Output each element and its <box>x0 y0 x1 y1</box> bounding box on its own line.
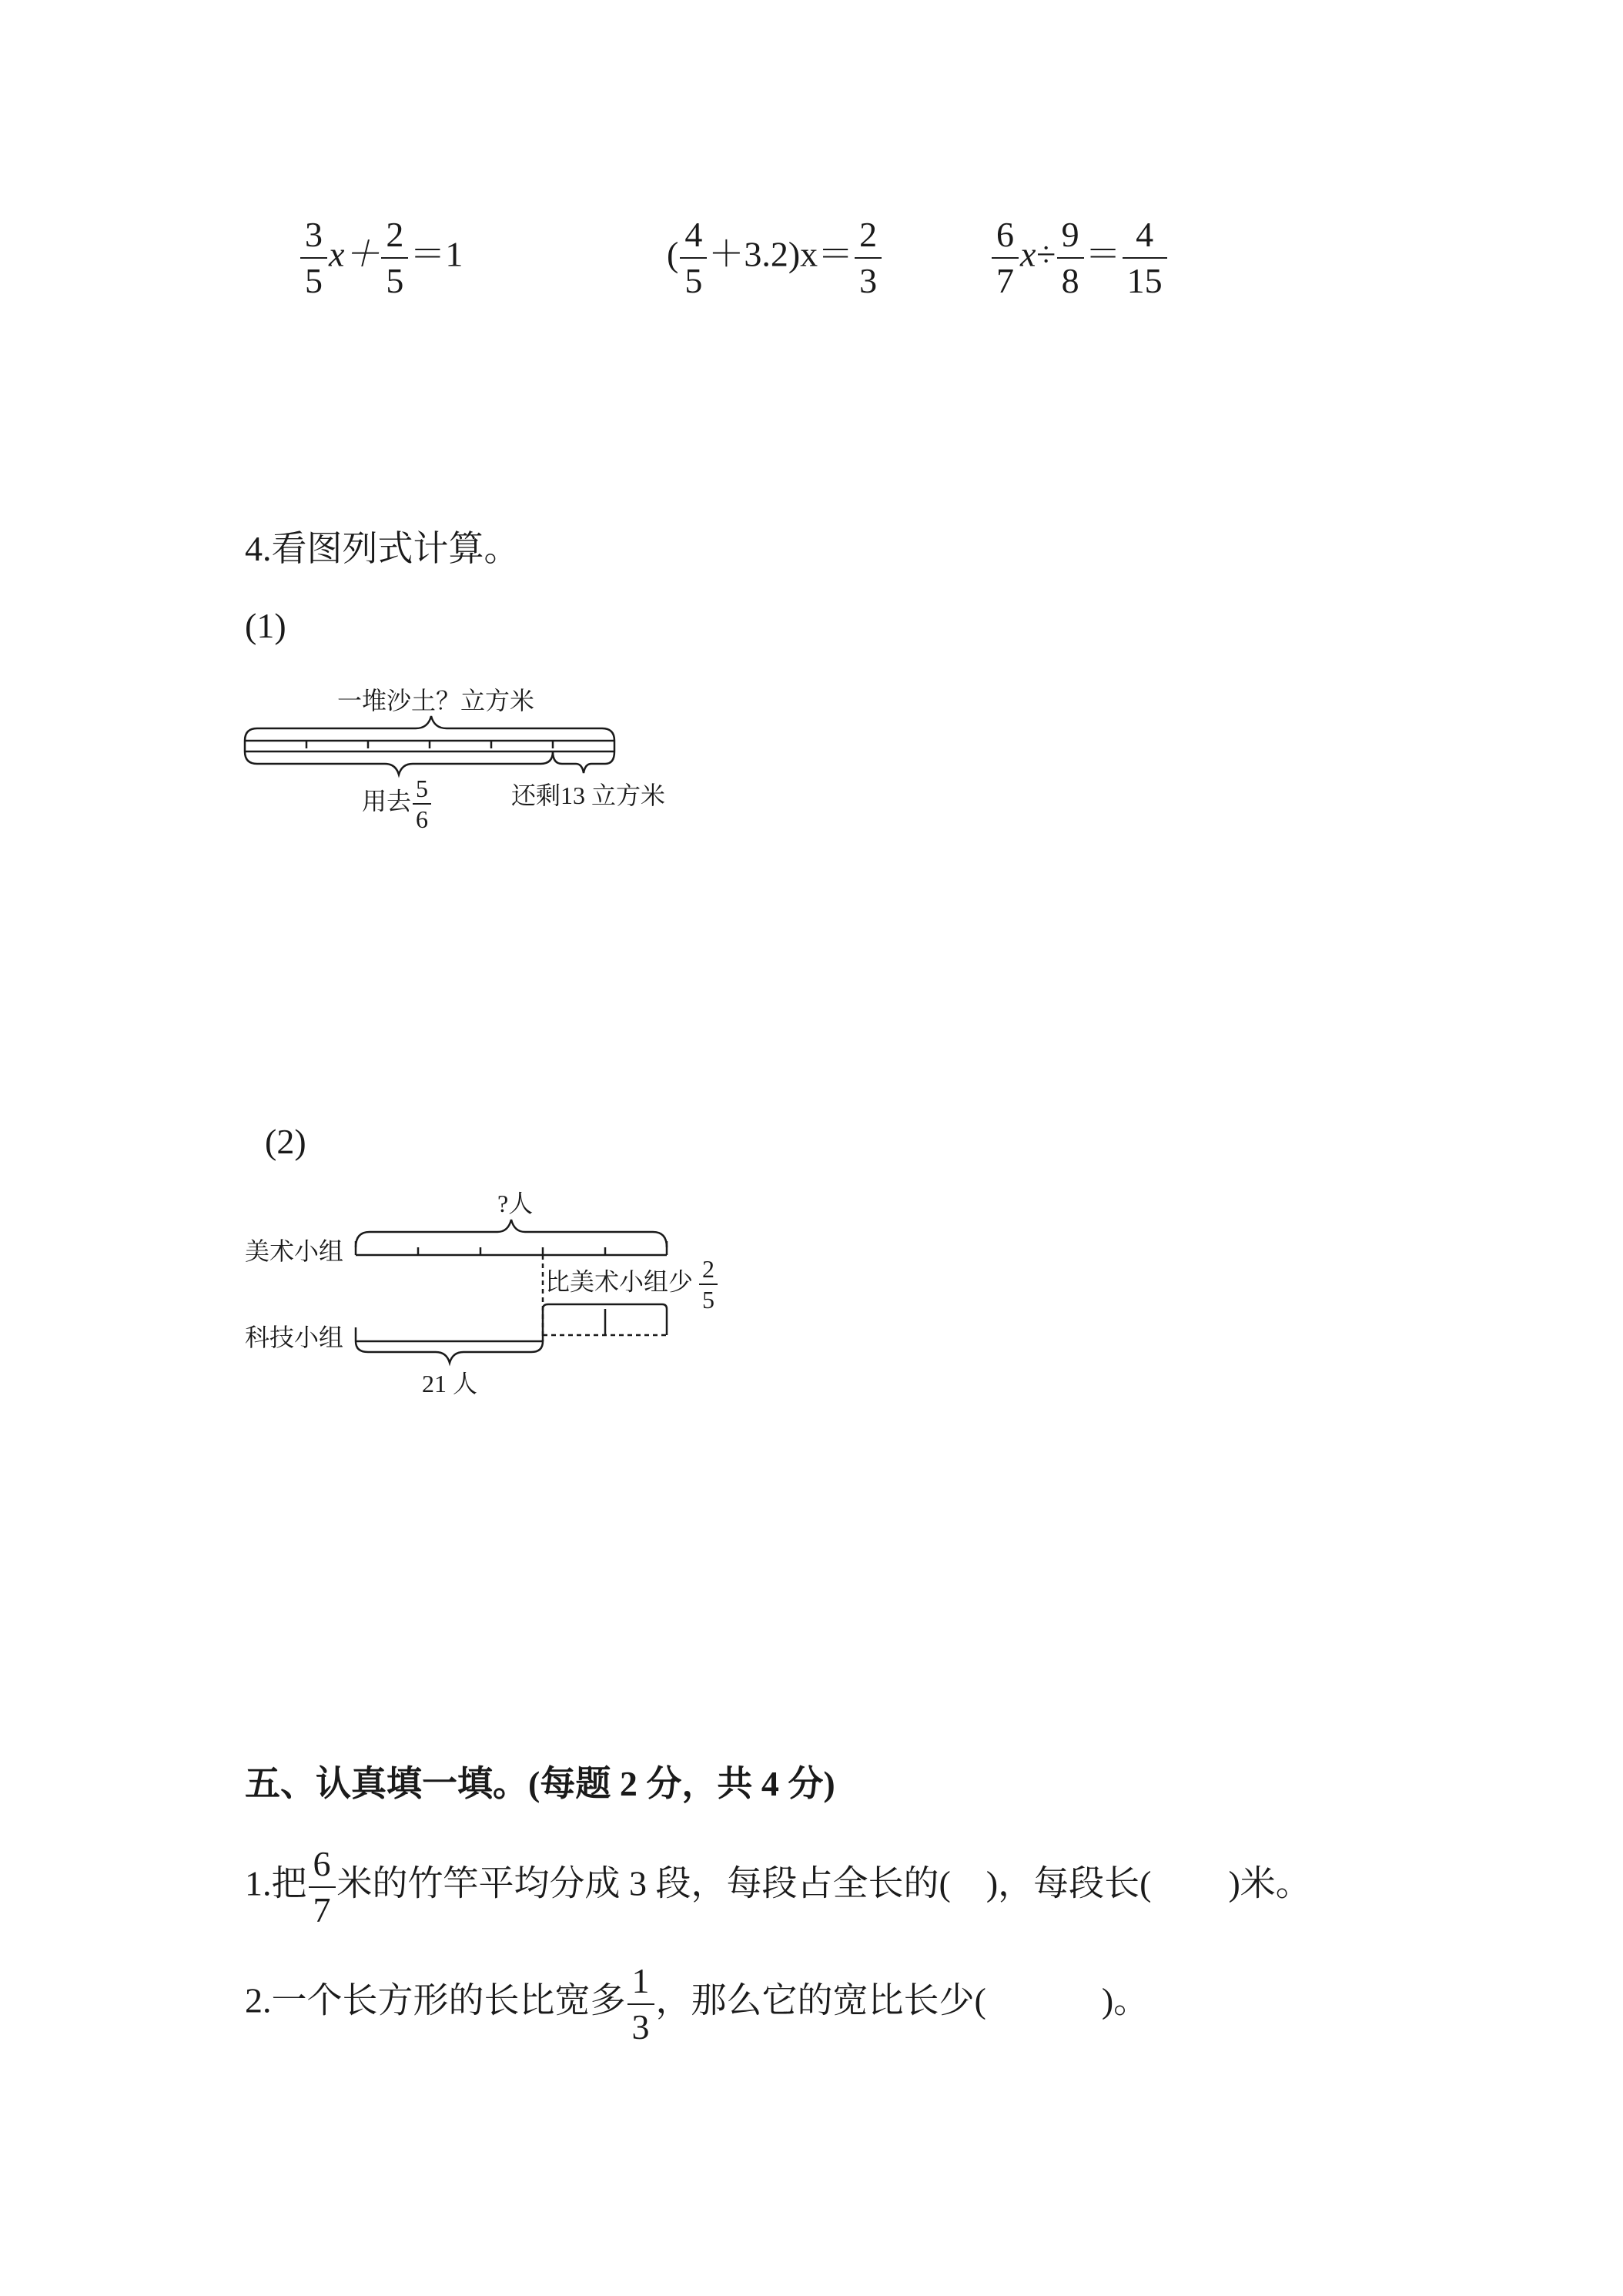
diagram2-top-brace <box>356 1220 667 1247</box>
fraction: $\frac{4}{15}$ <box>1123 217 1167 299</box>
equation-text: ＋3.2)x＝ <box>708 234 854 274</box>
fraction: $\frac{3}{5}$ <box>300 217 327 299</box>
diagram1-remain-label: 还剩13 立方米 <box>511 782 666 809</box>
fraction: $\frac{2}{3}$ <box>855 217 882 299</box>
fraction: $\frac{2}{5}$ <box>699 1257 718 1312</box>
part-2-label: (2) <box>265 1122 306 1161</box>
fraction: $\frac{9}{8}$ <box>1057 217 1084 299</box>
fraction: $\frac{1}{3}$ <box>627 1963 654 2045</box>
diagram2-top-label: ?人 <box>497 1190 534 1217</box>
part-1-label: (1) <box>245 606 286 645</box>
diagram2-bottom-brace <box>356 1341 543 1363</box>
diagram2-bottom-label: 21 人 <box>422 1370 478 1397</box>
fraction: $\frac{6}{7}$ <box>309 1846 336 1928</box>
diagram1-top-label: 一堆沙土？立方米 <box>337 687 535 715</box>
q1-prefix: 1.把 <box>245 1863 307 1903</box>
equation-text: x÷ <box>1020 234 1056 274</box>
equation-text: ＝1 <box>410 234 463 274</box>
diagram2-less-label <box>545 1257 719 1312</box>
diagram2-row1-label: 美术小组 <box>245 1237 344 1265</box>
q2-text: ，那么它的宽比长少( <box>655 1980 986 2020</box>
question-4-title: 4.看图列式计算。 <box>245 529 520 568</box>
section-5-title: 五、认真填一填。(每题 2 分，共 4 分) <box>245 1764 835 1803</box>
less-text: 比美术小组少 <box>545 1267 694 1296</box>
equation-text: ( <box>667 234 679 274</box>
equation-text: ＝ <box>1085 234 1121 274</box>
diagram2-row2-label: 科技小组 <box>245 1324 344 1351</box>
section5-question-1 <box>245 1846 1311 1928</box>
q2-prefix: 2.一个长方形的长比宽多 <box>245 1980 626 2020</box>
fraction: $\frac{5}{6}$ <box>413 776 431 832</box>
q1-text: )，每段长( <box>986 1863 1152 1903</box>
fraction: $\frac{4}{5}$ <box>680 217 707 299</box>
q1-text: 米的竹竿平均分成 3 段，每段占全长的( <box>336 1863 951 1903</box>
fraction: $\frac{6}{7}$ <box>992 217 1019 299</box>
used-text: 用去 <box>362 787 412 815</box>
q1-text: )米。 <box>1228 1863 1311 1903</box>
equation-text: x＋ <box>329 234 380 274</box>
fraction: $\frac{2}{5}$ <box>381 217 408 299</box>
q2-text: )。 <box>1101 1980 1149 2020</box>
section5-question-2 <box>245 1963 1149 2045</box>
